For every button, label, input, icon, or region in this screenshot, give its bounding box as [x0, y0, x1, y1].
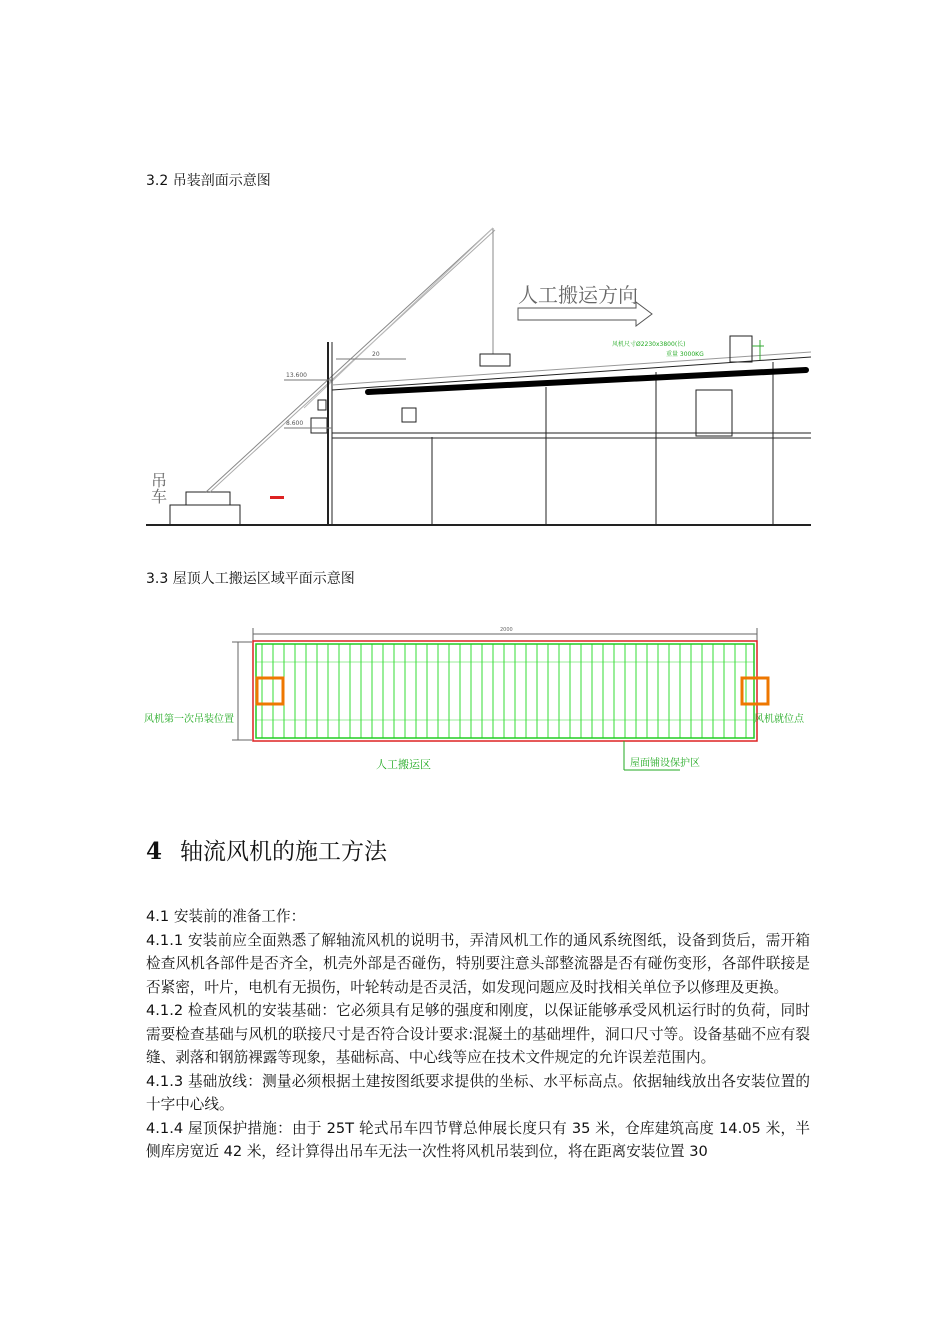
final-position-label: 风机就位点 — [754, 714, 804, 725]
elevation-top-label: 13.600 — [286, 372, 307, 379]
section-number: 4 — [146, 838, 163, 865]
first-lift-label: 风机第一次吊装位置 — [144, 714, 234, 725]
fan-first-position-box — [257, 678, 283, 704]
lifting-section-diagram — [146, 222, 811, 530]
top-dimension: 2000 — [500, 627, 513, 633]
elevation-mid-label: 8.600 — [286, 420, 304, 427]
body-text — [146, 905, 810, 1164]
paragraph: 4.1.4 屋顶保护措施：由于 25T 轮式吊车四节臂总伸展长度只有 35 米，仓库建筑高度 14.05 米，半侧库房宽近 42 米，经计算得出吊车无法一次性将风机吊装到位，将在距离安装位置 30 — [146, 1119, 810, 1160]
green-hatch-lines — [256, 644, 754, 738]
roof-carrying-plan — [140, 622, 820, 782]
carrying-area-label: 人工搬运区 — [376, 758, 431, 771]
protection-zone-label: 屋面铺设保护区 — [630, 758, 700, 769]
section-heading — [146, 833, 387, 866]
paragraph: 4.1.3 基础放线：测量必须根据土建按图纸要求提供的坐标、水平标高点。依据轴线放出各安装位置的十字中心线。 — [146, 1072, 810, 1113]
dimension-label: 20 — [372, 351, 380, 358]
paragraph: 4.1 安装前的准备工作： — [146, 908, 306, 925]
red-marker — [270, 496, 284, 499]
direction-label: 人工搬运方向 — [518, 283, 638, 307]
fan-size-note: 风机尺寸Ø2230x3800(长) — [612, 341, 686, 348]
fan-weight-note: 重量 3000KG — [666, 351, 704, 358]
figure-caption-3-2: 3.2 吊装剖面示意图 — [146, 173, 271, 189]
figure-caption-3-3: 3.3 屋顶人工搬运区域平面示意图 — [146, 571, 355, 587]
section-title: 轴流风机的施工方法 — [180, 839, 388, 865]
crane-label: 吊车 — [148, 472, 168, 504]
paragraph: 4.1.1 安装前应全面熟悉了解轴流风机的说明书，弄清风机工作的通风系统图纸，设备到货后，需开箱检查风机各部件是否齐全，机壳外部是否碰伤，特别要注意头部整流器是否有碰伤变形，各部件联接是否紧密，叶片，电机有无损伤，叶轮转动是否灵活，如发现问题应及时找相关单位予以修理及更换。 — [146, 931, 810, 996]
paragraph: 4.1.2 检查风机的安装基础：它必须具有足够的强度和刚度，以保证能够承受风机运行时的负荷，同时需要检查基础与风机的联接尺寸是否符合设计要求:混凝土的基础埋件，洞口尺寸等。设备基础不应有裂缝、剥落和钢筋裸露等现象，基础标高、中心线等应在技术文件规定的允许误差范围内。 — [146, 1002, 810, 1066]
